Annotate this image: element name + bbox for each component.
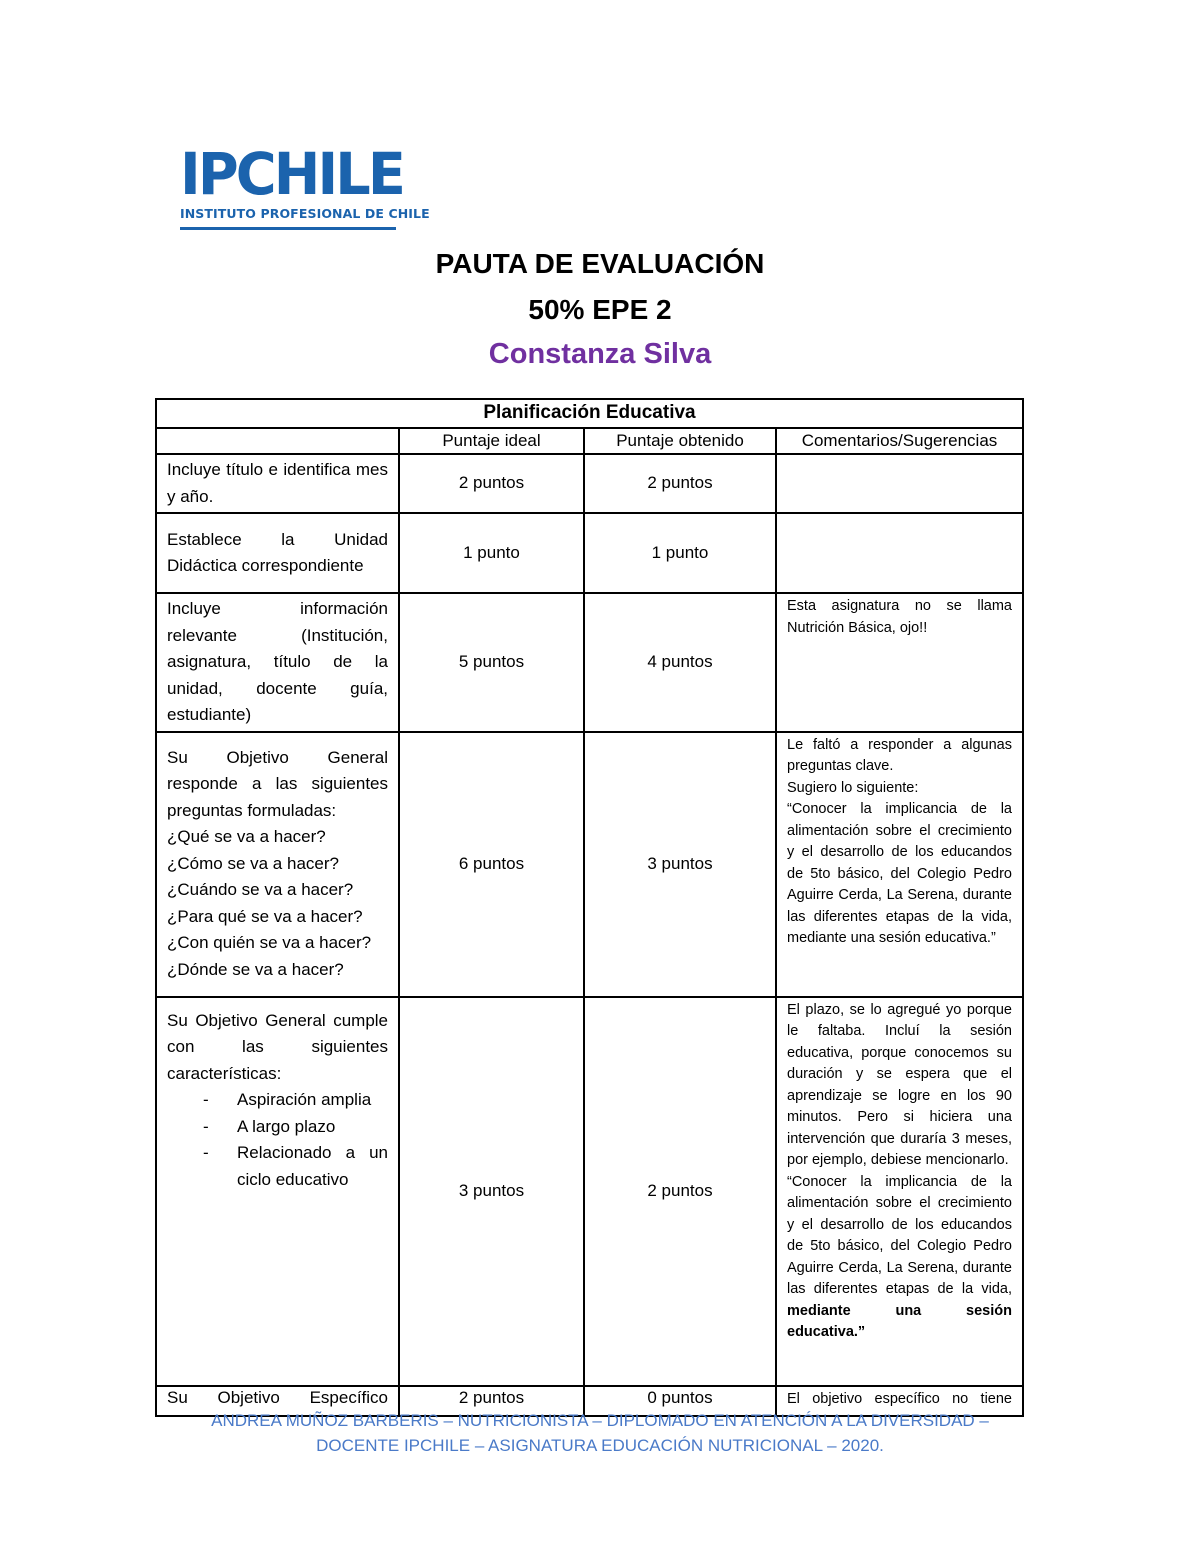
column-header-ideal: Puntaje ideal [399, 428, 584, 454]
criterion-line: ¿Cuándo se va a hacer? [167, 880, 354, 900]
footer-line: DOCENTE IPCHILE – ASIGNATURA EDUCACIÓN NUTRICIONAL – 2020. [316, 1436, 884, 1455]
criterion-line: ¿Qué se va a hacer? [167, 827, 326, 847]
obtained-score: 0 puntos [584, 1386, 776, 1416]
column-header-comments: Comentarios/Sugerencias [776, 428, 1023, 454]
column-header-criterion [156, 428, 399, 454]
page-footer [150, 1408, 1050, 1458]
comment-quote: “Conocer la implicancia de la alimentación sobre el crecimiento y el desarrollo de los educandos de 5to básico, del Colegio Pedro Aguirre Cerda, La Serena, durante las diferentes etapas de la vida, [787, 1173, 1012, 1297]
logo-subtitle: INSTITUTO PROFESIONAL DE CHILE [180, 206, 430, 221]
ideal-score: 3 puntos [399, 997, 584, 1386]
criterion-line: ¿Con quién se va a hacer? [167, 933, 372, 953]
comment-cell [776, 732, 1023, 997]
comment-cell: El objetivo específico no tiene [776, 1386, 1023, 1416]
list-item: - Aspiración amplia [237, 1087, 388, 1114]
list-item: - A largo plazo [237, 1114, 388, 1141]
table-row [156, 454, 1023, 513]
table-header-row [156, 428, 1023, 454]
comment-cell [776, 454, 1023, 513]
comment-cell [776, 997, 1023, 1386]
ideal-score: 6 puntos [399, 732, 584, 997]
criterion-line: Su Objetivo General responde a las siguientes preguntas formuladas: [167, 747, 388, 820]
comment-line: Le faltó a responder a algunas preguntas clave. [787, 736, 1012, 774]
ideal-score: 1 punto [399, 513, 584, 593]
table-row [156, 593, 1023, 732]
criterion-cell: Su Objetivo Específico [156, 1386, 399, 1416]
obtained-score: 1 punto [584, 513, 776, 593]
table-row [156, 997, 1023, 1386]
obtained-score: 4 puntos [584, 593, 776, 732]
obtained-score: 2 puntos [584, 997, 776, 1386]
table-section-title: Planificación Educativa [156, 399, 1023, 428]
criterion-intro: Su Objetivo General cumple con las siguientes características: [167, 1010, 388, 1083]
column-header-obtained: Puntaje obtenido [584, 428, 776, 454]
criterion-line: ¿Dónde se va a hacer? [167, 959, 344, 979]
list-item: - Relacionado a un ciclo educativo [237, 1140, 388, 1193]
criterion-line: ¿Para qué se va a hacer? [167, 906, 363, 926]
comment-line: “Conocer la implicancia de la alimentación sobre el crecimiento y el desarrollo de los educandos de 5to básico, del Colegio Pedro Aguirre Cerda, La Serena, durante las diferentes etapas de la vida, mediante una sesión educativa.” [787, 801, 1012, 946]
criterion-cell: Establece la Unidad Didáctica correspondiente [156, 513, 399, 593]
evaluation-table [155, 398, 1024, 1417]
ideal-score: 2 puntos [399, 1386, 584, 1416]
comment-paragraph [787, 1172, 1012, 1344]
comment-cell [776, 513, 1023, 593]
criterion-cell: Incluye información relevante (Institución, asignatura, título de la unidad, docente guía, estudiante) [156, 593, 399, 732]
criterion-cell: Incluye título e identifica mes y año. [156, 454, 399, 513]
ideal-score: 5 puntos [399, 593, 584, 732]
logo-underline [180, 227, 396, 230]
ipchile-logo [180, 140, 430, 230]
student-name: Constanza Silva [488, 338, 712, 370]
criterion-cell [156, 997, 399, 1386]
obtained-score: 3 puntos [584, 732, 776, 997]
comment-line: Sugiero lo siguiente: [787, 779, 919, 796]
ideal-score: 2 puntos [399, 454, 584, 513]
criterion-cell [156, 732, 399, 997]
footer-line: ANDREA MUÑOZ BARBERIS – NUTRICIONISTA – DIPLOMADO EN ATENCIÓN A LA DIVERSIDAD – [211, 1411, 989, 1430]
table-row [156, 732, 1023, 997]
table-row [156, 513, 1023, 593]
comment-quote-bold: mediante una sesión educativa.” [787, 1302, 1012, 1340]
comment-paragraph: El plazo, se lo agregué yo porque le faltaba. Incluí la sesión educativa, porque conocemos su duración y se espera que el aprendizaje se logre en los 90 minutos. Pero si hiciera una intervención que duraría 3 meses, por ejemplo, debiese mencionarlo. [787, 1001, 1012, 1168]
criterion-line: ¿Cómo se va a hacer? [167, 853, 339, 873]
document-subtitle: 50% EPE 2 [528, 294, 672, 325]
logo-wordmark: IPCHILE [180, 140, 404, 208]
obtained-score: 2 puntos [584, 454, 776, 513]
document-title: PAUTA DE EVALUACIÓN [435, 248, 765, 279]
comment-cell: Esta asignatura no se llama Nutrición Básica, ojo!! [776, 593, 1023, 732]
characteristics-list [167, 1087, 388, 1193]
